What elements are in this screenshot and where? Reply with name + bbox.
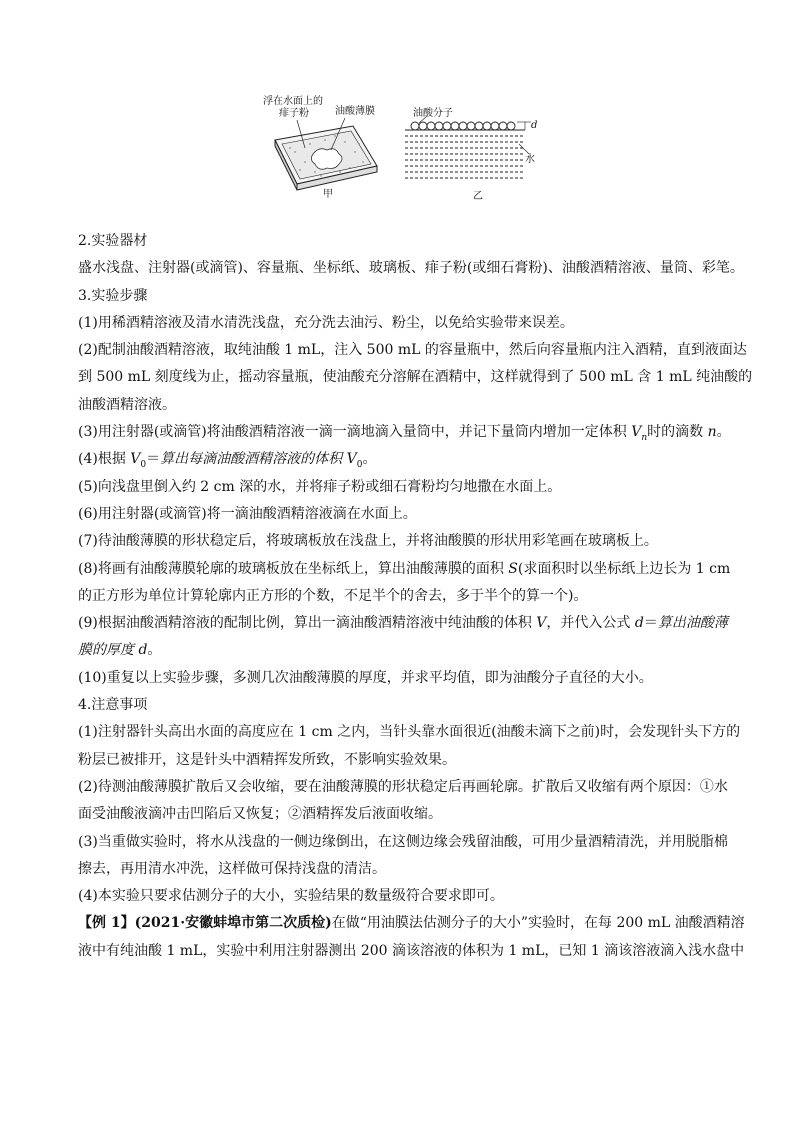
text-run: 。 — [147, 642, 162, 659]
text-run: d — [634, 615, 644, 632]
text-run: 0 — [356, 460, 363, 471]
text-run: 算出每滴油酸酒精溶液的体积 V — [160, 451, 357, 468]
text-run: 在做“用油膜法估测分子的大小”实验时，在每 200 mL 油酸酒精溶 — [331, 915, 745, 932]
label-powder-line1: 浮在水面上的 — [263, 96, 323, 107]
paragraph: 面受油酸液滴冲击凹陷后又恢复；②酒精挥发后液面收缩。 — [78, 806, 442, 823]
caption-b: 乙 — [473, 191, 483, 202]
paragraph: (2)配制油酸酒精溶液，取纯油酸 1 mL，注入 500 mL 的容量瓶中，然后向容量瓶内注入酒精，直到液面达 — [78, 342, 747, 359]
paragraph: 盛水浅盘、注射器(或滴管)、容量瓶、坐标纸、玻璃板、痱子粉(或细石膏粉)、油酸酒精溶液、量筒、彩笔。 — [78, 260, 744, 277]
paragraph — [78, 446, 730, 473]
text-run: n — [707, 424, 717, 441]
document-body — [78, 228, 753, 965]
paragraph: (1)注射器针头高出水面的高度应在 1 cm 之内，当针头靠水面很近(油酸未滴下之前)时，会发现针头下方的 — [78, 724, 741, 741]
paragraph: (7)待油酸薄膜的形状稳定后，将玻璃板放在浅盘上，并将油酸膜的形状用彩笔画在玻璃板上。 — [78, 533, 658, 550]
label-oil-molecule: 油酸分子 — [413, 108, 453, 119]
label-powder-line2: 痱子粉 — [279, 108, 309, 119]
paragraph: 擦去，再用清水冲洗，这样做可保持浅盘的清洁。 — [78, 860, 386, 877]
paragraph: (5)向浅盘里倒入约 2 cm 深的水，并将痱子粉或细石膏粉均匀地撒在水面上。 — [78, 478, 562, 495]
text-run: V — [631, 424, 642, 441]
text-run: S — [508, 560, 518, 577]
label-d: d — [531, 120, 538, 131]
section-heading: 2.实验器材 — [78, 233, 148, 249]
caption-a: 甲 — [323, 189, 333, 200]
example-line — [78, 910, 745, 937]
text-run: 。 — [362, 451, 377, 468]
label-water: 水 — [525, 154, 535, 165]
text-run: (4)根据 — [78, 451, 131, 468]
paragraph — [78, 419, 730, 446]
tray-diagram — [275, 118, 377, 190]
example-label: 【例 1】 — [78, 915, 135, 932]
text-run: n — [641, 432, 648, 443]
text-run: (3)用注射器(或滴管)将油酸酒精溶液一滴一滴地滴入量筒中，并记下量筒内增加一定体积 — [78, 424, 632, 441]
text-run: ＝ — [643, 615, 658, 632]
paragraph — [78, 610, 730, 637]
paragraph: 到 500 mL 刻度线为止，摇动容量瓶，使油酸充分溶解在酒精中，这样就得到了 500 mL 含 1 mL 纯油酸的 — [78, 369, 753, 386]
paragraph: 液中有纯油酸 1 mL，实验中利用注射器测出 200 滴该溶液的体积为 1 mL，已知 1 滴该溶液滴入浅水盘中 — [78, 942, 745, 959]
section-heading: 3.实验步骤 — [78, 287, 148, 304]
paragraph: (3)当重做实验时，将水从浅盘的一侧边缘倒出，在这侧边缘会残留油酸，可用少量酒精清洗，并用脱脂棉 — [78, 833, 728, 850]
text-run: V — [536, 615, 547, 632]
text-run: 0 — [140, 460, 147, 471]
text-run: ，并代入公式 — [546, 615, 635, 632]
text-run: 。 — [716, 424, 731, 441]
example-source: (2021·安徽蚌埠市第二次质检) — [134, 915, 332, 932]
experiment-figure — [255, 92, 545, 204]
text-run: 时的滴数 — [647, 424, 708, 441]
molecule-diagram — [405, 116, 531, 178]
text-run: V — [130, 451, 141, 468]
text-run: ＝ — [146, 451, 161, 468]
text-run: (求面积时以坐标纸上边长为 1 cm — [517, 560, 731, 577]
section-heading: 4.注意事项 — [78, 697, 148, 714]
paragraph: 油酸酒精溶液。 — [78, 396, 176, 413]
paragraph: (6)用注射器(或滴管)将一滴油酸酒精溶液滴在水面上。 — [78, 505, 417, 522]
paragraph: (4)本实验只要求估测分子的大小，实验结果的数量级符合要求即可。 — [78, 888, 504, 905]
text-run: (9)根据油酸酒精溶液的配制比例，算出一滴油酸酒精溶液中纯油酸的体积 — [78, 615, 537, 632]
paragraph — [78, 556, 730, 583]
paragraph: (10)重复以上实验步骤，多测几次油酸薄膜的厚度，并求平均值，即为油酸分子直径的大小。 — [78, 669, 653, 686]
text-run: 算出油酸薄 — [657, 615, 728, 632]
paragraph: 粉层已被排开，这是针头中酒精挥发所致，不影响实验效果。 — [78, 751, 456, 768]
paragraph: (1)用稀酒精溶液及清水清洗浅盘，充分洗去油污、粉尘，以免给实验带来误差。 — [78, 314, 574, 331]
paragraph: (2)待测油酸薄膜扩散后又会收缩，要在油酸薄膜的形状稳定后再画轮廓。扩散后又收缩有两个原因：①水 — [78, 778, 728, 795]
text-run: 膜的厚度 d — [78, 642, 148, 659]
text-run: (8)将画有油酸薄膜轮廓的玻璃板放在坐标纸上，算出油酸薄膜的面积 — [78, 560, 509, 577]
label-oil-film: 油酸薄膜 — [335, 106, 375, 117]
paragraph: 的正方形为单位计算轮廓内正方形的个数，不足半个的舍去，多于半个的算一个)。 — [78, 587, 588, 604]
paragraph — [78, 637, 730, 664]
